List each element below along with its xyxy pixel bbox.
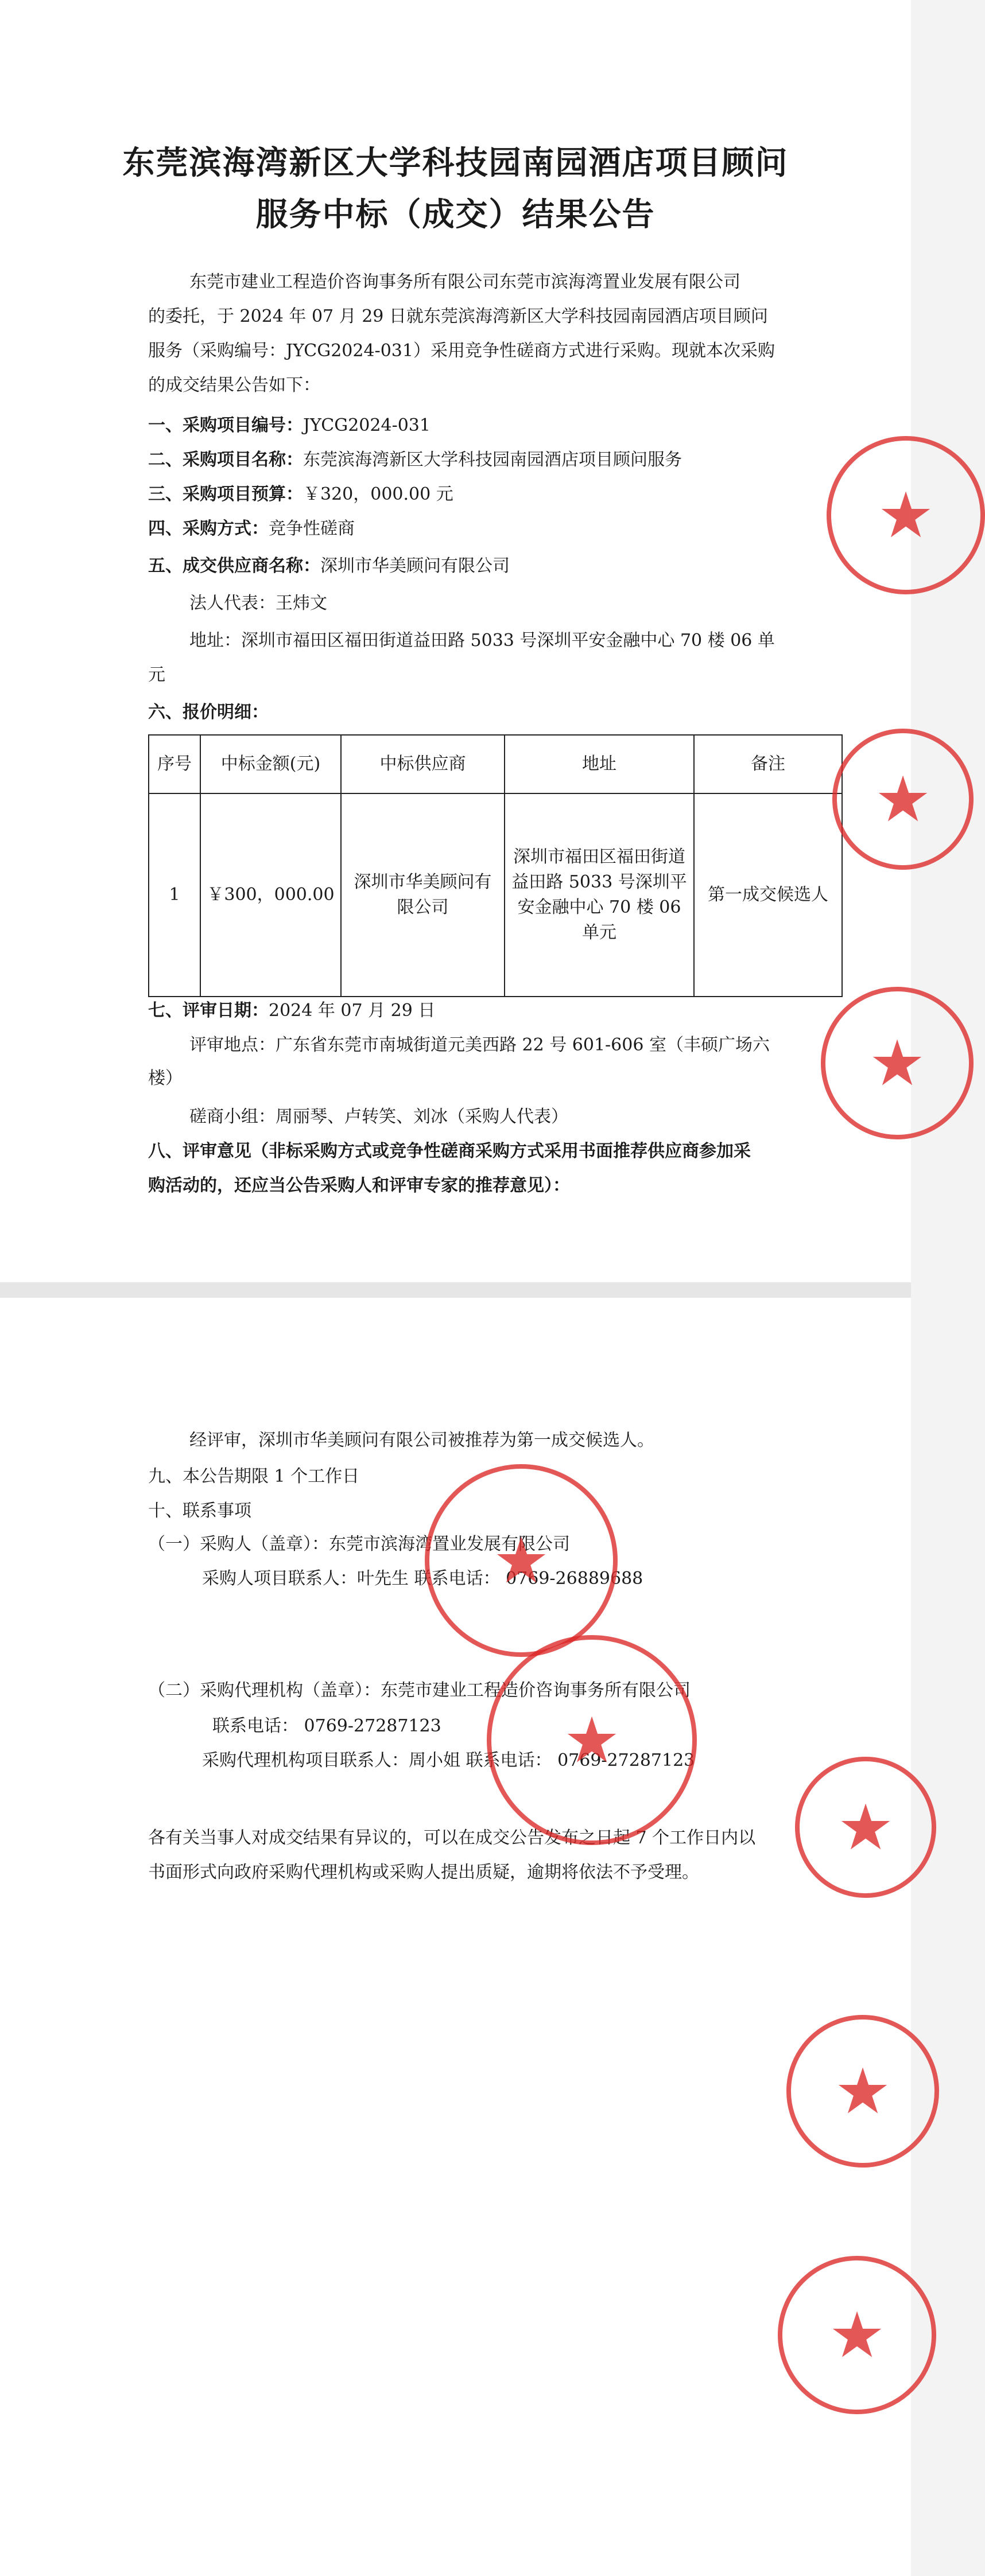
review-place: 评审地点：广东省东莞市南城街道元美西路 22 号 601-606 室（丰硕广场六 xyxy=(189,1035,770,1055)
item-budget xyxy=(148,482,453,507)
intro-line: 服务（采购编号：JYCG2024-031）采用竞争性磋商方式进行采购。现就本次采购 xyxy=(148,341,775,361)
star-icon: ★ xyxy=(837,1791,894,1864)
objection-notice: 各有关当事人对成交结果有异议的，可以在成交公告发布之日起 7 个工作日内以 xyxy=(148,1828,756,1848)
page-2 xyxy=(0,1298,911,2576)
table-header: 序号 xyxy=(149,735,200,793)
document-title-line1: 东莞滨海湾新区大学科技园南园酒店项目顾问 xyxy=(122,144,789,182)
intro-line: 东莞市建业工程造价咨询事务所有限公司东莞市滨海湾置业发展有限公司 xyxy=(189,272,740,292)
objection-notice-cont: 书面形式向政府采购代理机构或采购人提出质疑，逾期将依法不予受理。 xyxy=(148,1862,699,1882)
cell-seq: 1 xyxy=(149,793,200,997)
item-quote-details: 六、报价明细： xyxy=(148,702,269,722)
purchaser-seal xyxy=(425,1464,618,1657)
table-header: 备注 xyxy=(694,735,842,793)
red-seal xyxy=(778,2256,936,2414)
table-header: 中标金额(元) xyxy=(200,735,341,793)
review-opinion-text: 经评审，深圳市华美顾问有限公司被推荐为第一成交候选人。 xyxy=(189,1430,654,1450)
supplier-address: 地址：深圳市福田区福田街道益田路 5033 号深圳平安金融中心 70 楼 06 单 xyxy=(189,631,775,651)
cell-amount: ￥300，000.00 xyxy=(200,793,341,997)
item-label: 五、成交供应商名称： xyxy=(148,556,320,576)
item-label: 二、采购项目名称： xyxy=(148,450,303,470)
review-place-cont: 楼） xyxy=(148,1068,183,1088)
item-label: 七、评审日期： xyxy=(148,1001,269,1021)
table-header: 地址 xyxy=(505,735,694,793)
purchaser-contact: 采购人项目联系人：叶先生 联系电话： 0769-26889688 xyxy=(202,1569,643,1589)
quote-table xyxy=(148,734,843,997)
item-value: ￥320，000.00 元 xyxy=(303,484,453,504)
item-method xyxy=(148,516,355,542)
star-icon: ★ xyxy=(834,2054,891,2128)
table-header-row xyxy=(149,735,842,793)
agency-contact: 采购代理机构项目联系人：周小姐 联系电话： 0769-27287123 xyxy=(202,1750,695,1770)
red-seal xyxy=(827,436,985,594)
item-value: 东莞滨海湾新区大学科技园南园酒店项目顾问服务 xyxy=(303,450,682,470)
table-header: 中标供应商 xyxy=(341,735,505,793)
cell-remark: 第一成交候选人 xyxy=(694,793,842,997)
item-label: 三、采购项目预算： xyxy=(148,484,303,504)
red-seal xyxy=(786,2015,939,2168)
page-1 xyxy=(0,0,934,1282)
item-project-name xyxy=(148,448,682,473)
page-gap xyxy=(0,1282,911,1298)
item-review-opinion-cont: 购活动的，还应当公告采购人和评审专家的推荐意见）： xyxy=(148,1176,570,1196)
star-icon: ★ xyxy=(877,478,934,552)
item-label: 四、采购方式： xyxy=(148,519,269,539)
star-icon: ★ xyxy=(492,1524,550,1597)
star-icon: ★ xyxy=(563,1703,621,1777)
item-review-date xyxy=(148,998,435,1024)
table-row xyxy=(149,793,842,997)
agency-seal xyxy=(487,1635,697,1845)
intro-line: 的成交结果公告如下： xyxy=(148,375,320,395)
item-review-opinion: 八、评审意见（非标采购方式或竞争性磋商采购方式采用书面推荐供应商参加采 xyxy=(148,1141,751,1161)
star-icon: ★ xyxy=(868,1026,926,1100)
item-value: 深圳市华美顾问有限公司 xyxy=(320,556,510,576)
item-supplier xyxy=(148,554,510,579)
item-value: 竞争性磋商 xyxy=(269,519,355,539)
supplier-address-cont: 元 xyxy=(148,665,165,685)
agency-phone: 联系电话： 0769-27287123 xyxy=(212,1716,441,1736)
document-title-line2: 服务中标（成交）结果公告 xyxy=(255,196,656,234)
star-icon: ★ xyxy=(828,2298,886,2372)
red-seal xyxy=(821,987,974,1139)
red-seal xyxy=(795,1757,936,1898)
item-label: 一、采购项目编号： xyxy=(148,415,303,435)
agency-info: （二）采购代理机构（盖章）：东莞市建业工程造价咨询事务所有限公司 xyxy=(148,1680,691,1701)
cell-address: 深圳市福田区福田街道益田路 5033 号深圳平安金融中心 70 楼 06 单元 xyxy=(505,793,694,997)
item-notice-period: 九、本公告期限 1 个工作日 xyxy=(148,1466,360,1487)
legal-representative: 法人代表：王炜文 xyxy=(189,593,327,613)
item-value: JYCG2024-031 xyxy=(303,415,431,435)
star-icon: ★ xyxy=(874,762,932,836)
intro-line: 的委托，于 2024 年 07 月 29 日就东莞滨海湾新区大学科技园南园酒店项目顾问 xyxy=(148,306,768,326)
item-contact: 十、联系事项 xyxy=(148,1501,251,1521)
cell-supplier: 深圳市华美顾问有限公司 xyxy=(341,793,505,997)
item-value: 2024 年 07 月 29 日 xyxy=(269,1001,436,1021)
item-project-number xyxy=(148,413,431,438)
purchaser-info: （一）采购人（盖章）：东莞市滨海湾置业发展有限公司 xyxy=(148,1534,570,1554)
review-panel: 磋商小组：周丽琴、卢转笑、刘冰（采购人代表） xyxy=(189,1107,568,1127)
red-seal xyxy=(832,729,974,870)
